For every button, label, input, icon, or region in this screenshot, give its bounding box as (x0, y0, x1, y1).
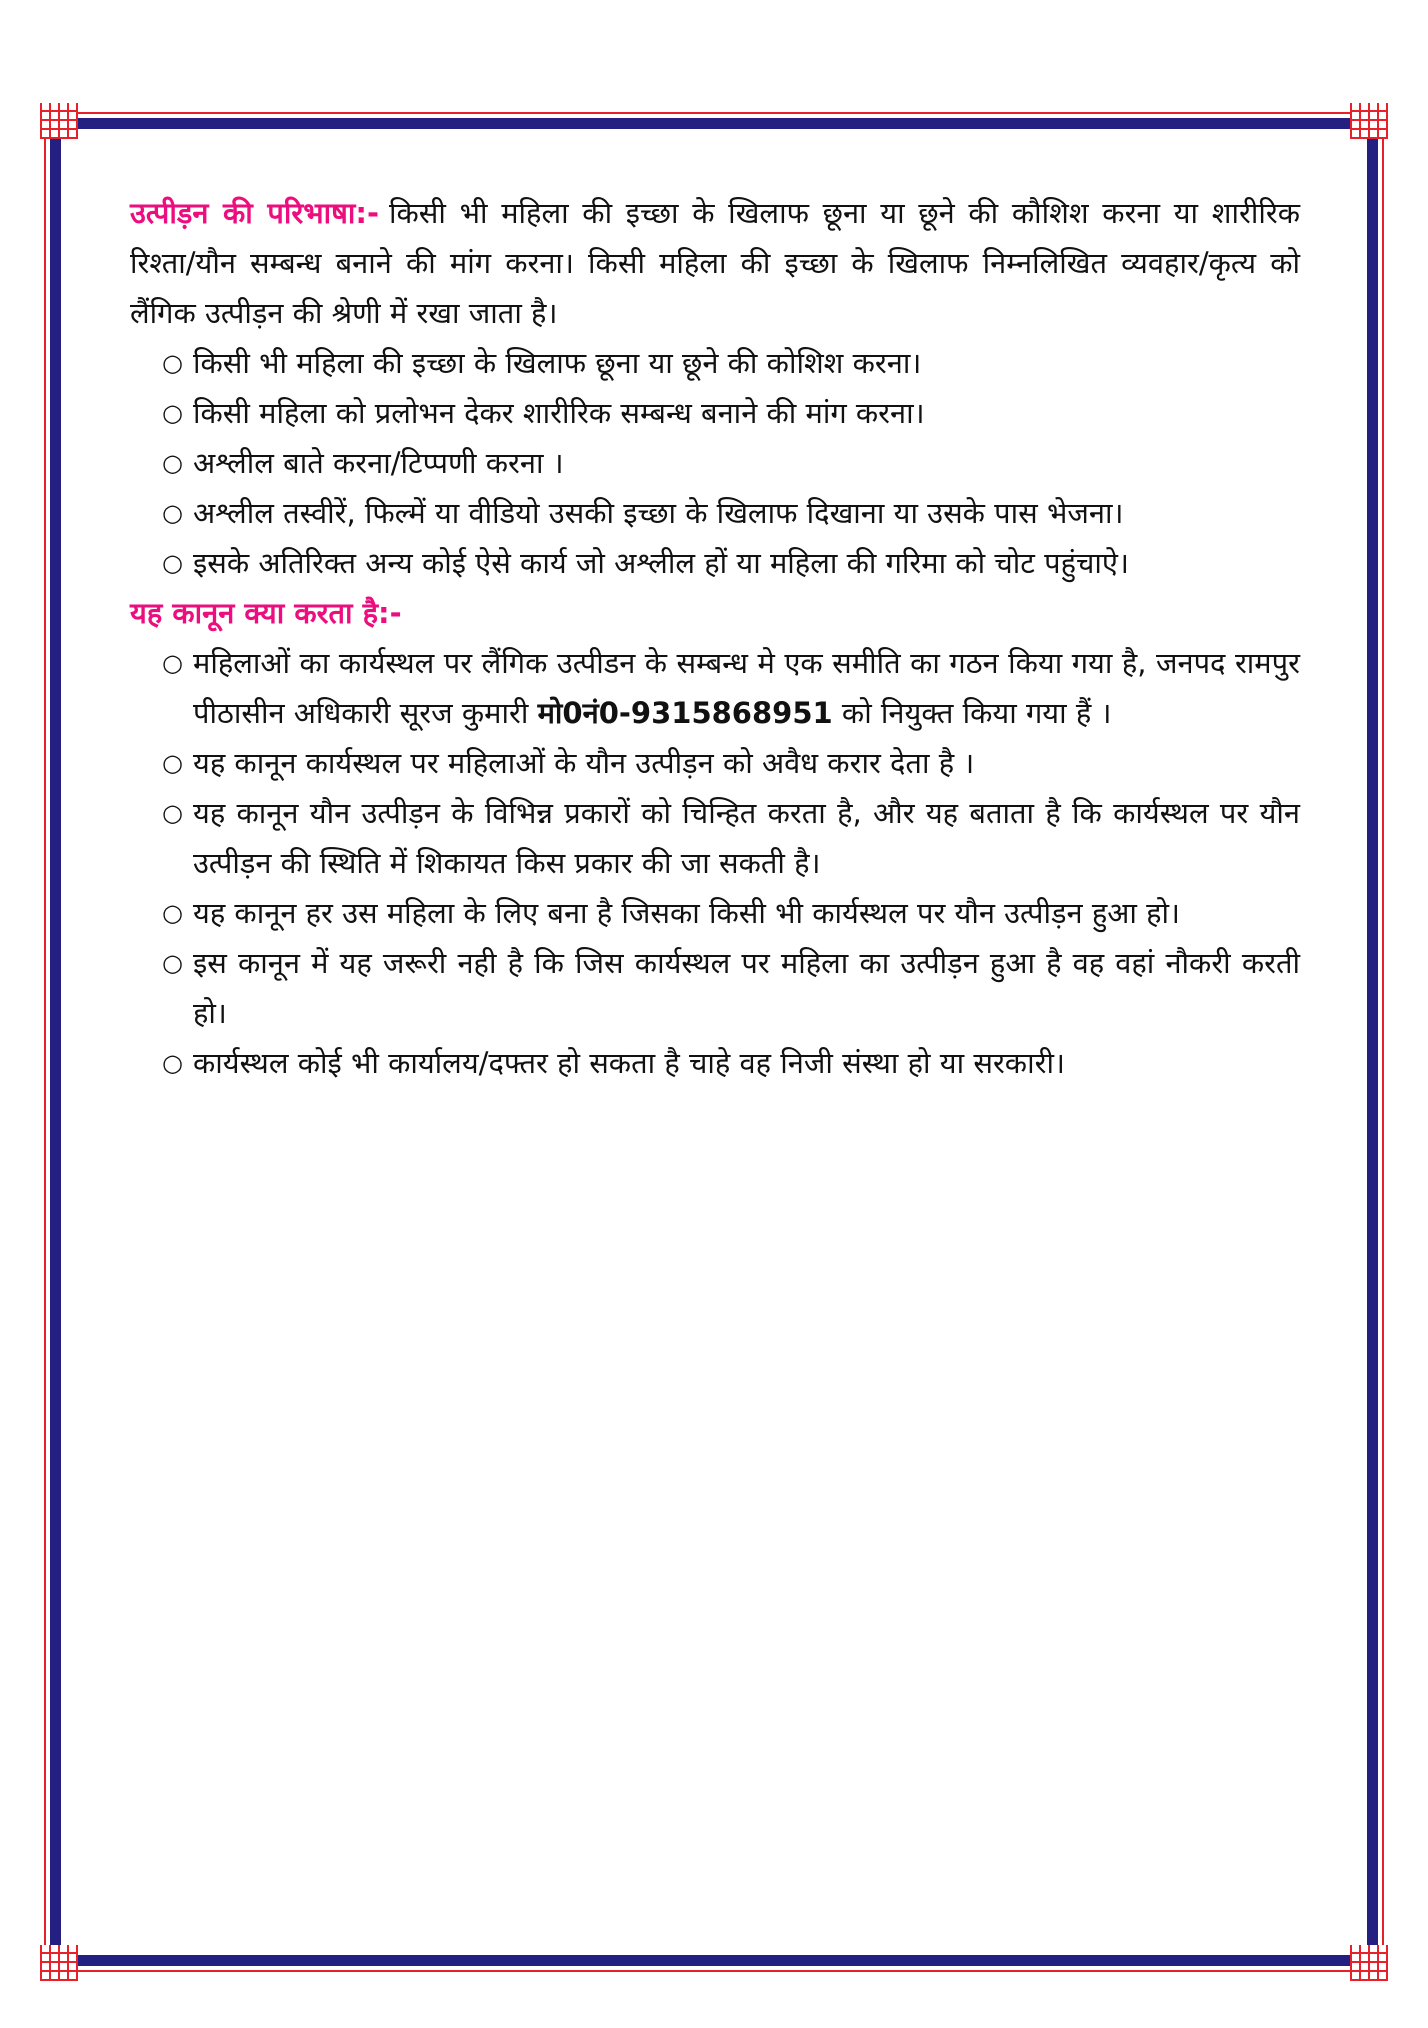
list-item (130, 788, 1300, 888)
bullet-marker-icon: ○ (162, 799, 183, 827)
bullet-marker-icon: ○ (162, 499, 183, 527)
bullet-marker-icon: ○ (162, 549, 183, 577)
list-item-text: अश्लील तस्वीरें, फिल्में या वीडियो उसकी इच्छा के खिलाफ दिखाना या उसके पास भेजना। (193, 496, 1124, 530)
list-item-text: यह कानून कार्यस्थल पर महिलाओं के यौन उत्पीड़न को अवैध करार देता है । (193, 746, 975, 780)
section1-paragraph (130, 188, 1300, 338)
bullet-marker-icon: ○ (162, 649, 183, 677)
contact-phone-number: मो0नं0-9315868951 (537, 696, 833, 730)
section2-heading: यह कानून क्या करता है:- (130, 596, 402, 630)
bullet-marker-icon: ○ (162, 899, 183, 927)
list-item (130, 488, 1300, 538)
corner-ornament-top-left (40, 103, 78, 139)
corner-ornament-bottom-left (40, 1945, 78, 1981)
bullet-marker-icon: ○ (162, 449, 183, 477)
list-item (130, 638, 1300, 738)
list-item (130, 938, 1300, 1038)
section1-heading: उत्पीड़न की परिभाषा:- (130, 196, 380, 230)
list-item (130, 538, 1300, 588)
list-item-text: अश्लील बाते करना/टिप्पणी करना । (193, 446, 564, 480)
list-item-text: इस कानून में यह जरूरी नही है कि जिस कार्यस्थल पर महिला का उत्पीड़न हुआ है वह वहां नौकरी करती हो। (193, 946, 1300, 1030)
bullet-marker-icon: ○ (162, 349, 183, 377)
list-item (130, 1038, 1300, 1088)
committee-text-post: को नियुक्त किया गया हैं । (832, 696, 1112, 730)
bullet-marker-icon: ○ (162, 1049, 183, 1077)
section1-intro-text: किसी भी महिला की इच्छा के खिलाफ छूना या छूने की कौशिश करना या शारीरिक रिश्ता/यौन सम्बन्ध बनाने की मांग करना। किसी महिला की इच्छा के खिलाफ निम्नलिखित व्यवहार/कृत्य को लैंगिक उत्पीड़न की श्रेणी में रखा जाता है। (130, 196, 1300, 330)
list-item-text: यह कानून हर उस महिला के लिए बना है जिसका किसी भी कार्यस्थल पर यौन उत्पीड़न हुआ हो। (193, 896, 1180, 930)
list-item (130, 338, 1300, 388)
list-item-text: कार्यस्थल कोई भी कार्यालय/दफ्तर हो सकता है चाहे वह निजी संस्था हो या सरकारी। (193, 1046, 1065, 1080)
committee-text-pre: महिलाओं का कार्यस्थल पर लैंगिक उत्पीडन के सम्बन्ध मे एक समीति का गठन किया गया है, जनपद रामपुर पीठासीन अधिकारी सूरज कुमारी (193, 646, 1300, 730)
bullet-marker-icon: ○ (162, 399, 183, 427)
list-item-text (193, 638, 1300, 738)
bullet-marker-icon: ○ (162, 749, 183, 777)
list-item (130, 738, 1300, 788)
list-item-text: यह कानून यौन उत्पीड़न के विभिन्न प्रकारों को चिन्हित करता है, और यह बताता है कि कार्यस्थल पर यौन उत्पीड़न की स्थिति में शिकायत किस प्रकार की जा सकती है। (193, 796, 1300, 880)
list-item-text: किसी महिला को प्रलोभन देकर शारीरिक सम्बन्ध बनाने की मांग करना। (193, 396, 925, 430)
page-content (130, 188, 1300, 1088)
bullet-marker-icon: ○ (162, 949, 183, 977)
list-item-text: किसी भी महिला की इच्छा के खिलाफ छूना या छूने की कोशिश करना। (193, 346, 922, 380)
corner-ornament-bottom-right (1350, 1945, 1388, 1981)
list-item-text: इसके अतिरिक्त अन्य कोई ऐसे कार्य जो अश्लील हों या महिला की गरिमा को चोट पहुंचाऐ। (193, 546, 1129, 580)
corner-ornament-top-right (1350, 103, 1388, 139)
list-item (130, 888, 1300, 938)
list-item (130, 388, 1300, 438)
section1-list (130, 338, 1300, 588)
list-item (130, 438, 1300, 488)
section2-list (130, 638, 1300, 1088)
